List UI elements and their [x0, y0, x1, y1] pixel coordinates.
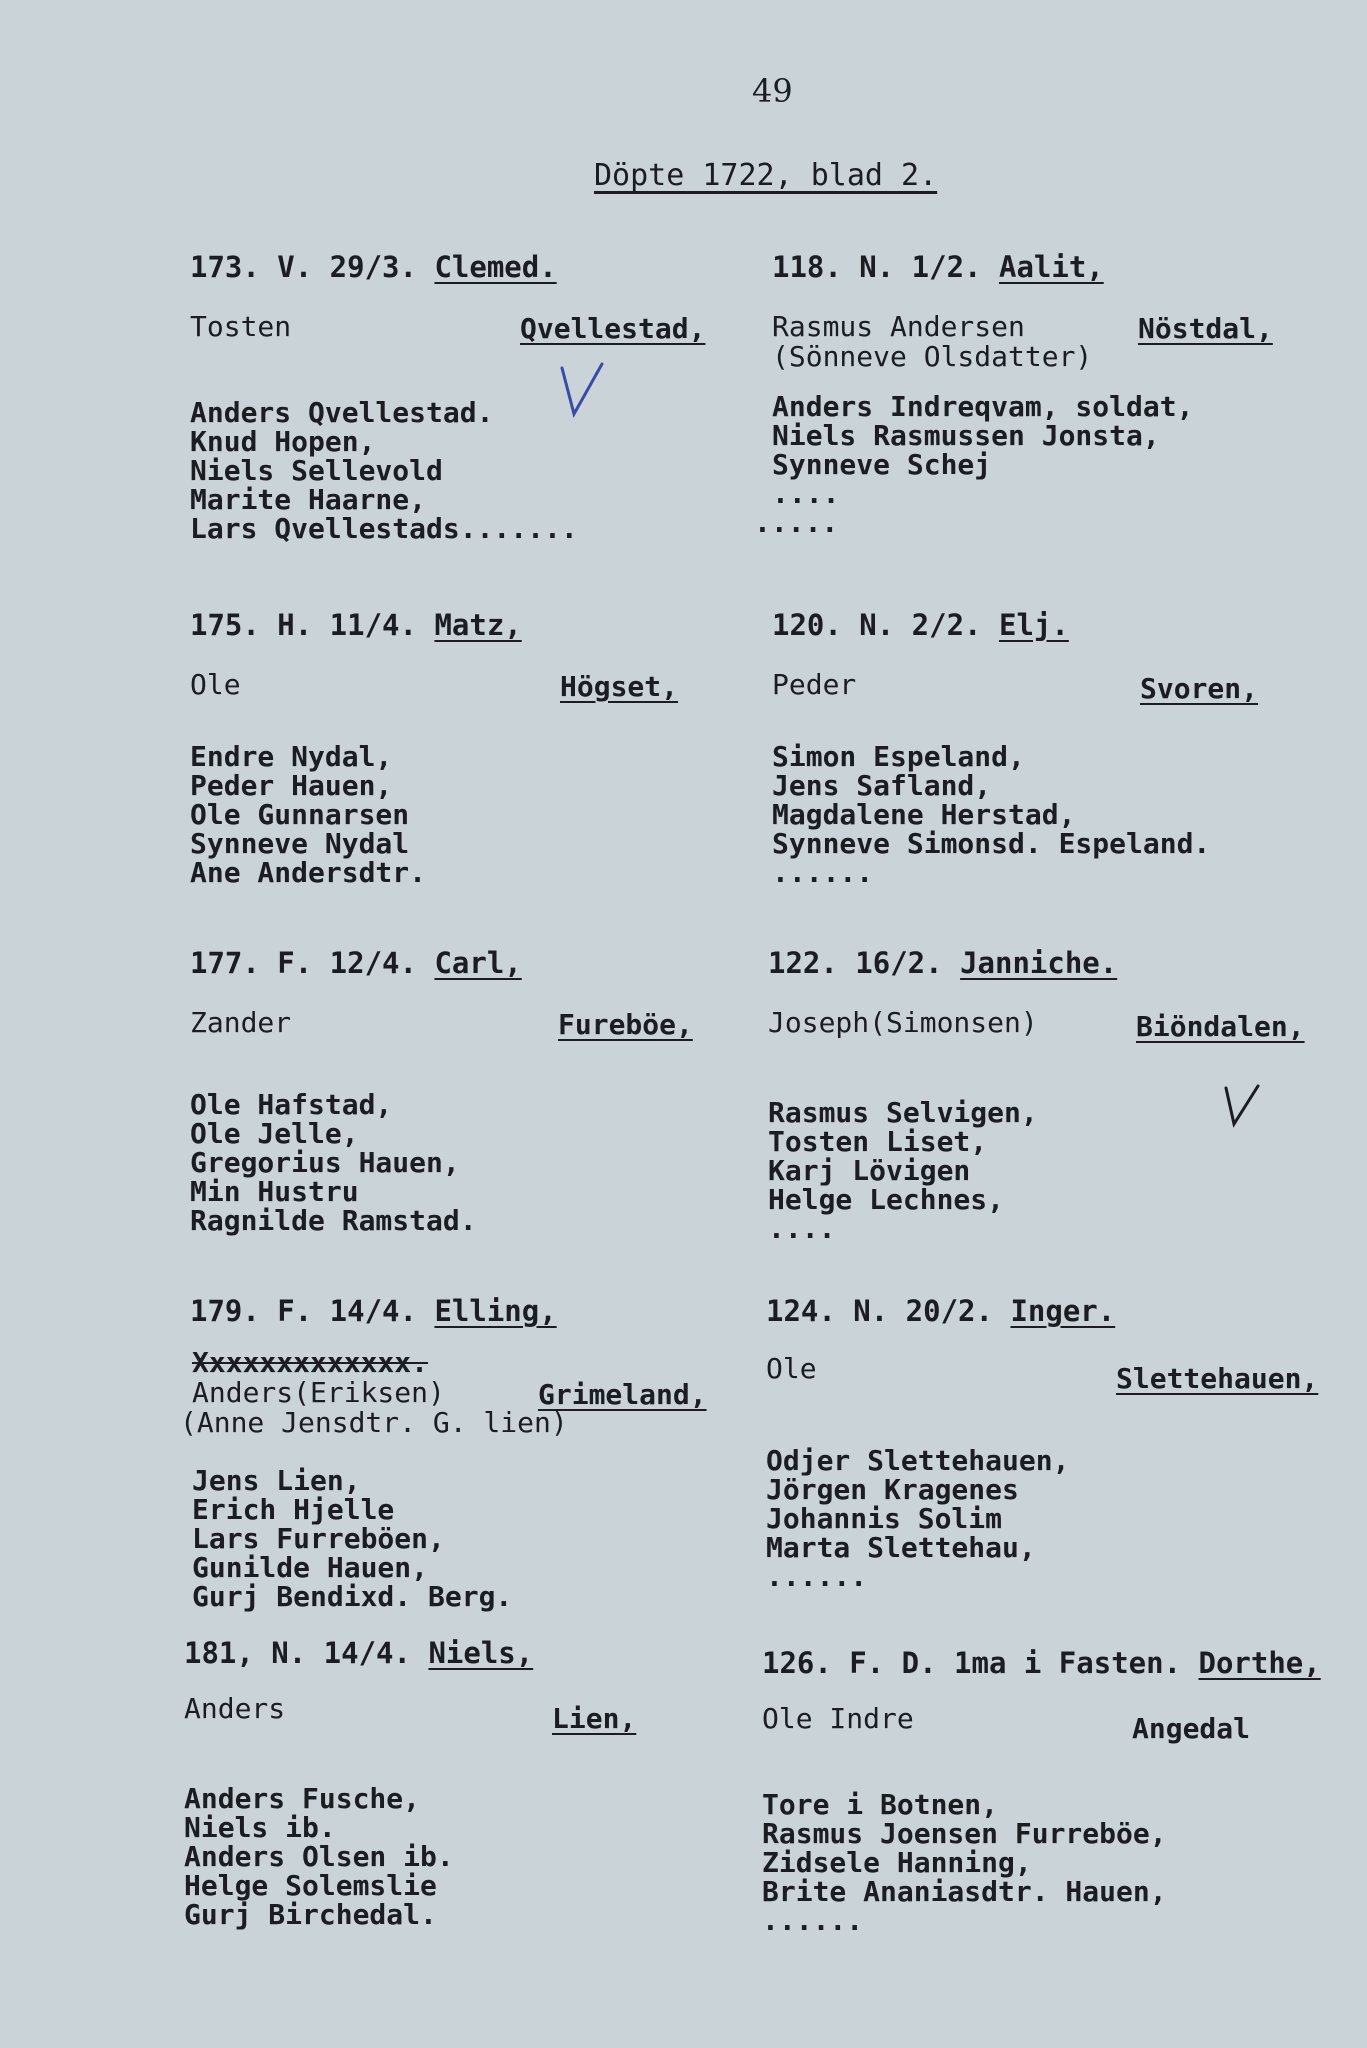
entry-head: 177. F. 12/4. Carl, [190, 946, 522, 980]
entry-parent: Ole [766, 1352, 817, 1385]
entry-parent: Tosten [190, 310, 292, 343]
entry-parent: Anders [184, 1692, 286, 1725]
baptism-entry-181 [184, 1636, 744, 1936]
entry-head: 126. F. D. 1ma i Fasten. Dorthe, [762, 1646, 1321, 1680]
entry-head: 181, N. 14/4. Niels, [184, 1636, 534, 1670]
entry-farm: Biöndalen, [1136, 1010, 1305, 1043]
entry-witnesses: Anders Fusche, Niels ib. Anders Olsen ib. Helge Solemslie Gurj Birchedal. [184, 1782, 454, 1931]
baptism-entry-177 [190, 946, 750, 1266]
entry-witnesses: Anders Indreqvam, soldat, Niels Rasmussen Jonsta, Synneve Schej .... ..... [754, 390, 1194, 539]
entry-farm: Slettehauen, [1116, 1362, 1319, 1395]
entry-parent: Zander [190, 1006, 292, 1039]
baptism-entry-179 [180, 1294, 740, 1634]
entry-witnesses: Endre Nydal, Peder Hauen, Ole Gunnarsen Synneve Nydal Ane Andersdtr. [190, 740, 427, 889]
entry-head: 179. F. 14/4. Elling, [190, 1294, 557, 1328]
entry-head: 120. N. 2/2. Elj. [772, 608, 1069, 642]
baptism-entry-175 [190, 608, 750, 928]
entry-witnesses: Simon Espeland, Jens Safland, Magdalene Herstad, Synneve Simonsd. Espeland. ...... [772, 740, 1211, 889]
entry-parent: Rasmus Andersen (Sönneve Olsdatter) [772, 310, 1093, 373]
entry-witnesses: Rasmus Selvigen, Tosten Liset, Karj Lövigen Helge Lechnes, .... [768, 1096, 1038, 1245]
entry-farm: Qvellestad, [520, 312, 706, 345]
entry-parent: Ole Indre [762, 1702, 914, 1735]
checkmark-icon [556, 360, 608, 422]
entry-farm: Angedal [1132, 1712, 1251, 1745]
entry-parent: Peder [772, 668, 857, 701]
entry-head: 118. N. 1/2. Aalit, [772, 250, 1104, 284]
entry-witnesses: Ole Hafstad, Ole Jelle, Gregorius Hauen, Min Hustru Ragnilde Ramstad. [190, 1088, 477, 1237]
page-title: Döpte 1722, blad 2. [594, 158, 938, 193]
entry-parent: Ole [190, 668, 241, 701]
page-number: 49 [752, 72, 793, 110]
entry-witnesses: Odjer Slettehauen, Jörgen Kragenes Johannis Solim Marta Slettehau, ...... [766, 1444, 1070, 1593]
entry-farm: Grimeland, [538, 1378, 707, 1411]
entry-head: 175. H. 11/4. Matz, [190, 608, 522, 642]
entry-farm: Fureböe, [558, 1008, 693, 1041]
baptism-entry-118 [754, 250, 1332, 570]
entry-head: 122. 16/2. Janniche. [768, 946, 1118, 980]
entry-farm: Lien, [552, 1702, 637, 1735]
entry-parent: Xxxxxxxxxxxxx. Anders(Eriksen) (Anne Jensdtr. G. lien) [180, 1346, 568, 1439]
baptism-entry-126 [762, 1646, 1342, 1946]
baptism-entry-120 [772, 608, 1332, 928]
entry-farm: Högset, [560, 670, 679, 703]
entry-parent: Joseph(Simonsen) [768, 1006, 1038, 1039]
baptism-entry-124 [766, 1294, 1356, 1614]
checkmark-icon [1220, 1082, 1264, 1130]
baptism-entry-173 [190, 250, 750, 570]
entry-head: 124. N. 20/2. Inger. [766, 1294, 1116, 1328]
entry-witnesses: Tore i Botnen, Rasmus Joensen Furreböe, Zidsele Hanning, Brite Ananiasdtr. Hauen, ...... [762, 1788, 1167, 1937]
entry-witnesses: Jens Lien, Erich Hjelle Lars Furreböen, Gunilde Hauen, Gurj Bendixd. Berg. [192, 1464, 513, 1613]
entry-farm: Nöstdal, [1138, 312, 1273, 345]
entry-farm: Svoren, [1140, 672, 1259, 705]
entry-head: 173. V. 29/3. Clemed. [190, 250, 557, 284]
entry-witnesses: Anders Qvellestad. Knud Hopen, Niels Sellevold Marite Haarne, Lars Qvellestads....... [190, 396, 578, 545]
